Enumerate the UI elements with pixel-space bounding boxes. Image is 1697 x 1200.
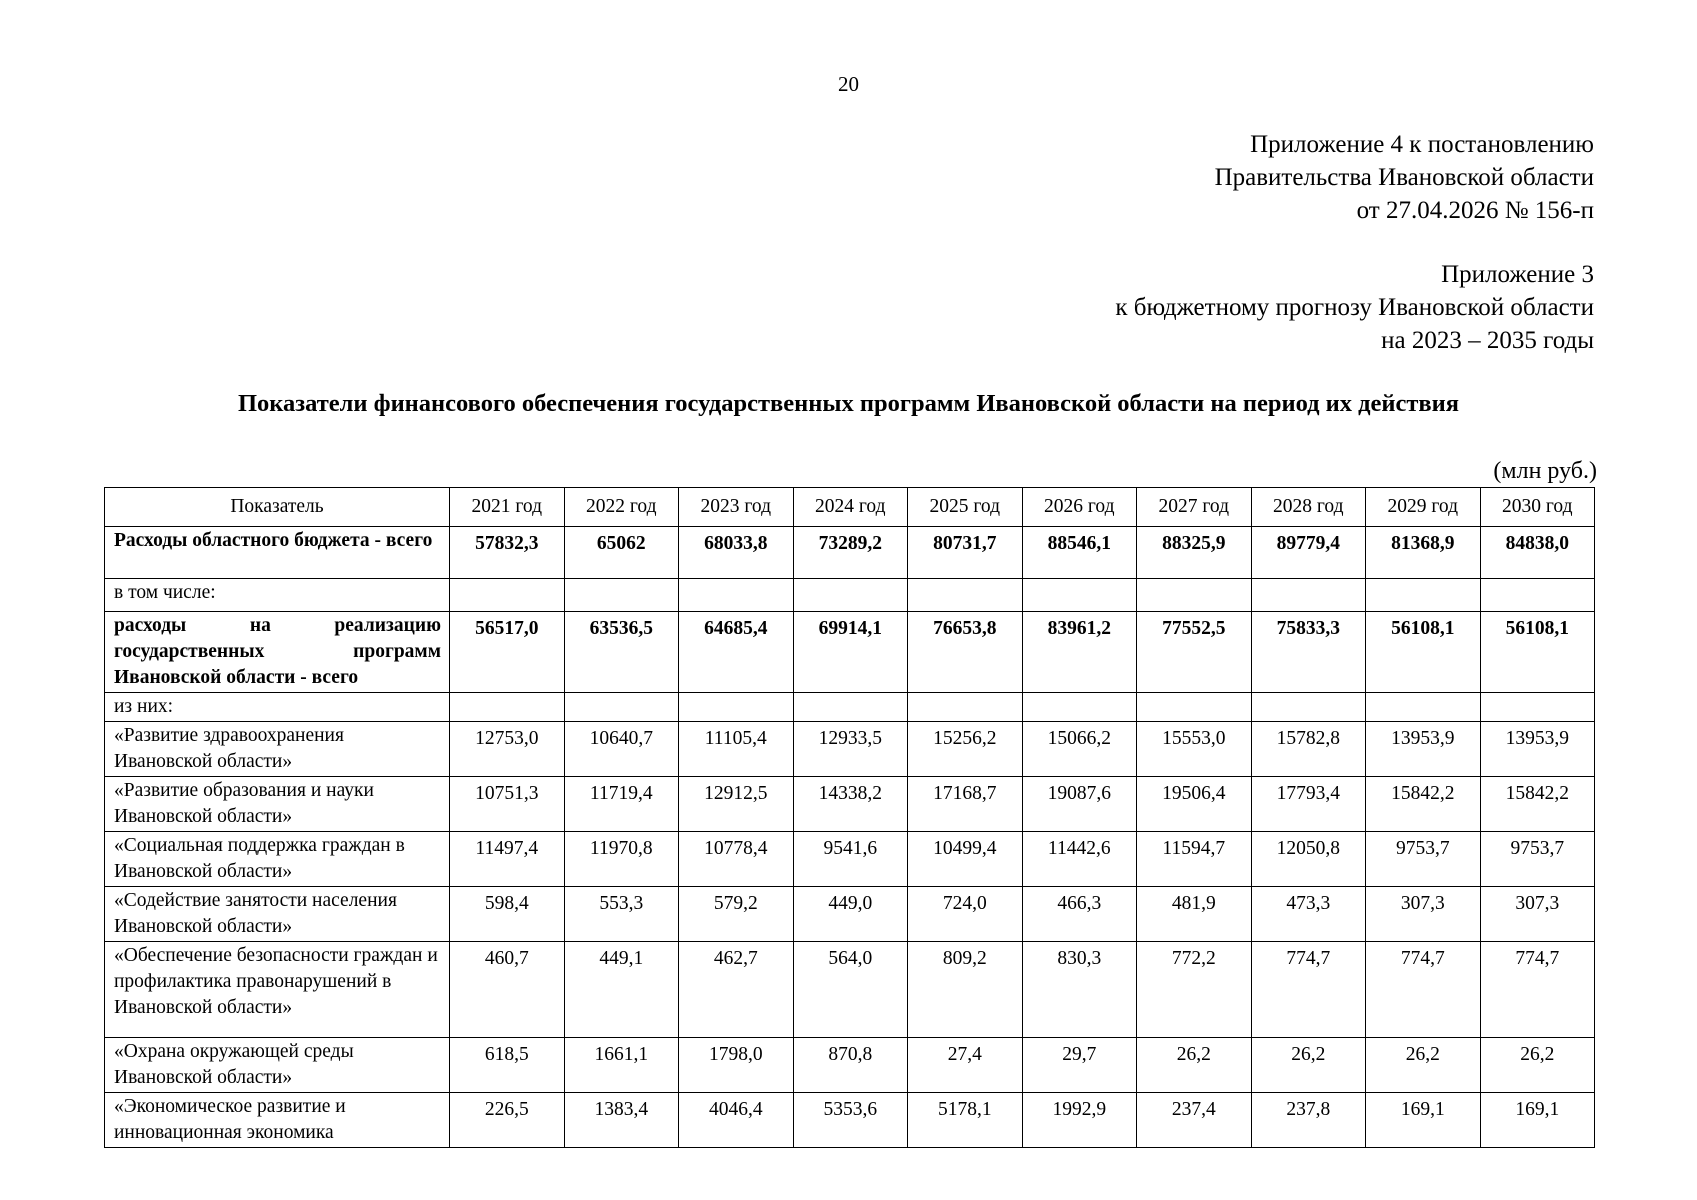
cell-value: 809,2 [908,942,1023,1038]
cell-value [1251,693,1366,722]
cell-value: 15842,2 [1366,777,1481,832]
cell-value: 15782,8 [1251,722,1366,777]
row-label: «Экономическое развитие и инновационная экономика [105,1093,450,1148]
cell-value: 15066,2 [1022,722,1137,777]
column-header: 2030 год [1480,488,1595,527]
table-row [105,612,1595,693]
cell-value [1366,693,1481,722]
cell-value: 598,4 [450,887,565,942]
cell-value: 9753,7 [1480,832,1595,887]
cell-value: 460,7 [450,942,565,1038]
cell-value: 307,3 [1480,887,1595,942]
cell-value: 9753,7 [1366,832,1481,887]
cell-value: 17793,4 [1251,777,1366,832]
column-header: 2023 год [679,488,794,527]
appendix-4-line: Приложение 4 к постановлению [1250,131,1594,158]
cell-value: 774,7 [1480,942,1595,1038]
cell-value: 26,2 [1480,1038,1595,1093]
cell-value: 10640,7 [564,722,679,777]
cell-value: 553,3 [564,887,679,942]
cell-value: 81368,9 [1366,527,1481,579]
cell-value [564,693,679,722]
table-row [105,1093,1595,1148]
cell-value: 466,3 [1022,887,1137,942]
column-header: 2025 год [908,488,1023,527]
row-label: «Социальная поддержка граждан в Ивановской области» [105,832,450,887]
cell-value: 13953,9 [1366,722,1481,777]
cell-value: 12050,8 [1251,832,1366,887]
row-label: «Содействие занятости населения Ивановской области» [105,887,450,942]
cell-value: 88546,1 [1022,527,1137,579]
cell-value: 1383,4 [564,1093,679,1148]
cell-value: 4046,4 [679,1093,794,1148]
cell-value: 88325,9 [1137,527,1252,579]
cell-value: 10751,3 [450,777,565,832]
cell-value: 579,2 [679,887,794,942]
cell-value [793,579,908,612]
column-header: 2022 год [564,488,679,527]
cell-value: 237,8 [1251,1093,1366,1148]
cell-value [1022,579,1137,612]
cell-value: 169,1 [1480,1093,1595,1148]
unit-label: (млн руб.) [1493,458,1597,484]
cell-value: 11594,7 [1137,832,1252,887]
cell-value: 15256,2 [908,722,1023,777]
cell-value: 14338,2 [793,777,908,832]
cell-value: 17168,7 [908,777,1023,832]
appendix-3-line: к бюджетному прогнозу Ивановской области [1115,294,1594,321]
cell-value: 10499,4 [908,832,1023,887]
cell-value: 84838,0 [1480,527,1595,579]
cell-value: 73289,2 [793,527,908,579]
cell-value: 449,1 [564,942,679,1038]
cell-value: 1992,9 [1022,1093,1137,1148]
cell-value [1366,579,1481,612]
cell-value: 830,3 [1022,942,1137,1038]
appendix-3-reference [1115,258,1594,357]
cell-value: 9541,6 [793,832,908,887]
cell-value: 57832,3 [450,527,565,579]
cell-value: 13953,9 [1480,722,1595,777]
cell-value: 462,7 [679,942,794,1038]
cell-value: 774,7 [1251,942,1366,1038]
appendix-4-line: Правительства Ивановской области [1214,164,1594,191]
cell-value: 19506,4 [1137,777,1252,832]
cell-value [793,693,908,722]
cell-value: 26,2 [1366,1038,1481,1093]
cell-value: 237,4 [1137,1093,1252,1148]
cell-value [1480,693,1595,722]
cell-value [1137,693,1252,722]
budget-table [104,487,1595,1148]
cell-value: 774,7 [1366,942,1481,1038]
cell-value: 77552,5 [1137,612,1252,693]
row-label: в том числе: [105,579,450,612]
cell-value [1022,693,1137,722]
cell-value: 772,2 [1137,942,1252,1038]
cell-value [450,579,565,612]
cell-value: 11442,6 [1022,832,1137,887]
page-number: 20 [838,72,859,96]
cell-value: 12933,5 [793,722,908,777]
cell-value: 56517,0 [450,612,565,693]
appendix-4-line: от 27.04.2026 № 156-п [1356,197,1594,224]
cell-value: 19087,6 [1022,777,1137,832]
cell-value: 26,2 [1137,1038,1252,1093]
cell-value: 226,5 [450,1093,565,1148]
cell-value: 11719,4 [564,777,679,832]
table-row [105,693,1595,722]
cell-value: 870,8 [793,1038,908,1093]
table-header-row [105,488,1595,527]
appendix-3-line: на 2023 – 2035 годы [1381,327,1594,354]
table-row [105,942,1595,1038]
row-label: «Развитие образования и науки Ивановской области» [105,777,450,832]
cell-value [450,693,565,722]
row-label: Расходы областного бюджета - всего [105,527,450,579]
cell-value [679,579,794,612]
column-header: 2021 год [450,488,565,527]
cell-value: 1661,1 [564,1038,679,1093]
row-label: «Развитие здравоохранения Ивановской области» [105,722,450,777]
table-row [105,1038,1595,1093]
cell-value: 76653,8 [908,612,1023,693]
cell-value: 26,2 [1251,1038,1366,1093]
cell-value [679,693,794,722]
cell-value: 307,3 [1366,887,1481,942]
column-header: 2028 год [1251,488,1366,527]
cell-value: 29,7 [1022,1038,1137,1093]
cell-value: 724,0 [908,887,1023,942]
table-row [105,722,1595,777]
appendix-3-line: Приложение 3 [1441,261,1594,288]
cell-value: 15842,2 [1480,777,1595,832]
table-row [105,777,1595,832]
cell-value: 65062 [564,527,679,579]
cell-value: 11970,8 [564,832,679,887]
cell-value: 56108,1 [1366,612,1481,693]
cell-value: 10778,4 [679,832,794,887]
row-label: из них: [105,693,450,722]
row-label: расходы на реализацию государственных программ Ивановской области - всего [105,612,450,693]
cell-value: 27,4 [908,1038,1023,1093]
column-header: 2026 год [1022,488,1137,527]
cell-value [908,579,1023,612]
cell-value: 11105,4 [679,722,794,777]
appendix-4-reference [1215,128,1594,227]
cell-value: 169,1 [1366,1093,1481,1148]
cell-value: 12753,0 [450,722,565,777]
cell-value [1480,579,1595,612]
cell-value: 1798,0 [679,1038,794,1093]
cell-value: 564,0 [793,942,908,1038]
cell-value: 449,0 [793,887,908,942]
cell-value: 83961,2 [1022,612,1137,693]
column-header: 2024 год [793,488,908,527]
table-row [105,887,1595,942]
cell-value: 63536,5 [564,612,679,693]
cell-value [1251,579,1366,612]
cell-value: 75833,3 [1251,612,1366,693]
cell-value: 15553,0 [1137,722,1252,777]
table-row [105,832,1595,887]
cell-value: 80731,7 [908,527,1023,579]
cell-value: 11497,4 [450,832,565,887]
cell-value: 64685,4 [679,612,794,693]
table-row [105,579,1595,612]
cell-value [1137,579,1252,612]
cell-value: 5178,1 [908,1093,1023,1148]
cell-value [908,693,1023,722]
cell-value: 481,9 [1137,887,1252,942]
cell-value: 56108,1 [1480,612,1595,693]
cell-value: 12912,5 [679,777,794,832]
document-title: Показатели финансового обеспечения государственных программ Ивановской области на период их действия [237,390,1460,417]
cell-value: 618,5 [450,1038,565,1093]
cell-value: 69914,1 [793,612,908,693]
column-header: 2029 год [1366,488,1481,527]
cell-value: 89779,4 [1251,527,1366,579]
column-header: Показатель [105,488,450,527]
column-header: 2027 год [1137,488,1252,527]
cell-value: 68033,8 [679,527,794,579]
row-label: «Обеспечение безопасности граждан и профилактика правонарушений в Ивановской области» [105,942,450,1038]
cell-value: 5353,6 [793,1093,908,1148]
table-row [105,527,1595,579]
row-label: «Охрана окружающей среды Ивановской области» [105,1038,450,1093]
cell-value: 473,3 [1251,887,1366,942]
cell-value [564,579,679,612]
